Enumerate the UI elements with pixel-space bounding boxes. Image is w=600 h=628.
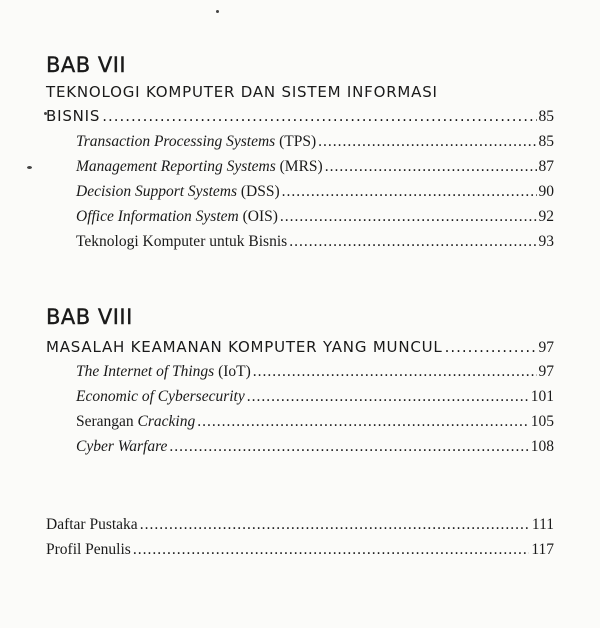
page-number: 92 [538, 208, 554, 225]
chapter-8-title: MASALAH KEAMANAN KOMPUTER YANG MUNCUL [46, 338, 443, 356]
leader-dots [325, 158, 537, 176]
leader-dots [133, 541, 529, 559]
print-speck [216, 10, 219, 13]
entry-title: Transaction Processing Systems (TPS) [76, 133, 317, 150]
toc-row-chapter-7-title[interactable] [46, 107, 554, 126]
chapter-7-title: TEKNOLOGI KOMPUTER DAN SISTEM INFORMASI [46, 83, 438, 101]
leader-dots [318, 133, 536, 151]
leader-dots [102, 107, 536, 125]
entry-title: The Internet of Things (IoT) [76, 363, 251, 380]
print-speck [27, 166, 32, 169]
entry-title: Serangan Cracking [76, 413, 196, 430]
page-number: 93 [538, 233, 554, 250]
entry-title: Teknologi Komputer untuk Bisnis [76, 233, 288, 250]
toc-row-mrs[interactable] [76, 158, 554, 176]
page-number: 111 [531, 516, 554, 533]
toc-row-iot[interactable] [76, 363, 554, 381]
chapter-8-label: BAB VIII [46, 305, 133, 329]
leader-dots [280, 208, 537, 226]
page-number: 108 [530, 438, 554, 455]
leader-dots [289, 233, 536, 251]
page-number: 105 [530, 413, 554, 430]
toc-row-cybersecurity[interactable] [76, 388, 554, 406]
toc-row-chapter-8-title[interactable] [46, 338, 554, 357]
toc-row-business-tech[interactable] [76, 233, 554, 251]
leader-dots [169, 438, 528, 456]
leader-dots [282, 183, 537, 201]
leader-dots [140, 516, 530, 534]
entry-title: Daftar Pustaka [46, 516, 138, 533]
toc-row-author-profile[interactable] [46, 541, 554, 559]
page-number: 97 [538, 339, 554, 356]
toc-row-cyber-warfare[interactable] [76, 438, 554, 456]
page-number: 97 [538, 363, 554, 380]
page-number: 85 [538, 108, 554, 125]
chapter-7-title-continued: BISNIS [46, 107, 101, 125]
leader-dots [445, 338, 537, 356]
entry-title: Decision Support Systems (DSS) [76, 183, 280, 200]
entry-title: Cyber Warfare [76, 438, 168, 455]
page-number: 101 [530, 388, 554, 405]
entry-title: Management Reporting Systems (MRS) [76, 158, 323, 175]
toc-row-cracking[interactable] [76, 413, 554, 431]
chapter-7-label: BAB VII [46, 53, 127, 77]
page-number: 90 [538, 183, 554, 200]
leader-dots [253, 363, 537, 381]
page-number: 117 [531, 541, 554, 558]
leader-dots [247, 388, 529, 406]
toc-row-ois[interactable] [76, 208, 554, 226]
entry-title: Office Information System (OIS) [76, 208, 278, 225]
page-number: 85 [538, 133, 554, 150]
toc-row-dss[interactable] [76, 183, 554, 201]
page-number: 87 [538, 158, 554, 175]
toc-row-tps[interactable] [76, 133, 554, 151]
entry-title: Profil Penulis [46, 541, 131, 558]
toc-row-bibliography[interactable] [46, 516, 554, 534]
entry-title: Economic of Cybersecurity [76, 388, 245, 405]
leader-dots [197, 413, 529, 431]
